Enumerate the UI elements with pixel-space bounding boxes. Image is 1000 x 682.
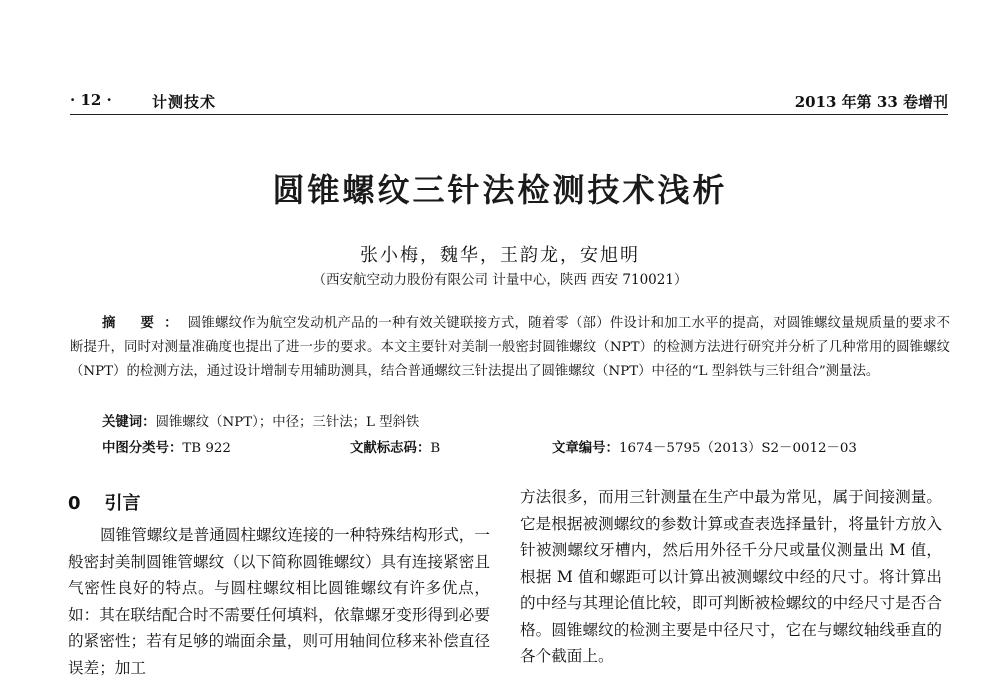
keywords [102, 411, 419, 430]
author-list: 张小梅，魏华，王韵龙，安旭明 [360, 245, 640, 266]
classification-line [102, 437, 942, 457]
issue-info: 2013 年第 33 卷增刊 [794, 93, 948, 111]
journal-name: 计测技术 [152, 93, 217, 111]
article-id: 文章编号：1674－5795（2013）S2－0012－03 [552, 441, 857, 456]
abstract-label: 摘 要： [102, 316, 188, 331]
body-left-column: 圆锥管螺纹是普通圆柱螺纹连接的一种特殊结构形式，一般密封美制圆锥管螺纹（以下简称圆锥螺纹）具有连接紧密且气密性良好的特点。与圆柱螺纹相比圆锥螺纹有许多优点，如：其在联结配合时不需要任何填料，依靠螺牙变形得到必要的紧密性；若有足够的端面余量，则可用轴间位移来补偿直径误差；加工 [68, 526, 490, 677]
section-title: 引言 [104, 493, 141, 514]
clc-number: 中图分类号：TB 922 [102, 441, 231, 456]
body-right-column: 方法很多，而用三针测量在生产中最为常见，属于间接测量。它是根据被测螺纹的参数计算或查表选择量针，将量针方放入针被测螺纹牙槽内，然后用外径千分尺或量仪测量出 M 值，根据 M 值和螺距可以计算出被测螺纹中经的尺寸。将计算出的中经与其理论值比较，即可判断被检螺纹的中经尺寸是否合格。圆锥螺纹的检测主要是中径尺寸，它在与螺纹轴线垂直的各个截面上。 [520, 488, 942, 665]
running-header [70, 88, 948, 115]
section-heading [68, 489, 141, 515]
document-code: 文献标志码：B [350, 441, 441, 456]
abstract-text: 圆锥螺纹作为航空发动机产品的一种有效关键联接方式，随着零（部）件设计和加工水平的提高，对圆锥螺纹量规质量的要求不断提升，同时对测量准确度也提出了进一步的要求。本文主要针对美制一般密封圆锥螺纹（NPT）的检测方法进行研究并分析了几种常用的圆锥螺纹（NPT）的检测方法，通过设计增制专用辅助测具，结合普通螺纹三针法提出了圆锥螺纹（NPT）中径的“L 型斜铁与三针组合”测量法。 [70, 316, 950, 379]
article-title: 圆锥螺纹三针法检测技术浅析 [272, 171, 728, 209]
section-number: 0 [68, 493, 81, 514]
author-affiliation: （西安航空动力股份有限公司 计量中心，陕西 西安 710021） [312, 272, 688, 288]
keywords-label: 关键词： [102, 415, 156, 430]
keywords-text: 圆锥螺纹（NPT）；中径；三针法；L 型斜铁 [155, 415, 420, 430]
abstract [70, 312, 950, 384]
page-number: · 12 · [70, 91, 112, 109]
